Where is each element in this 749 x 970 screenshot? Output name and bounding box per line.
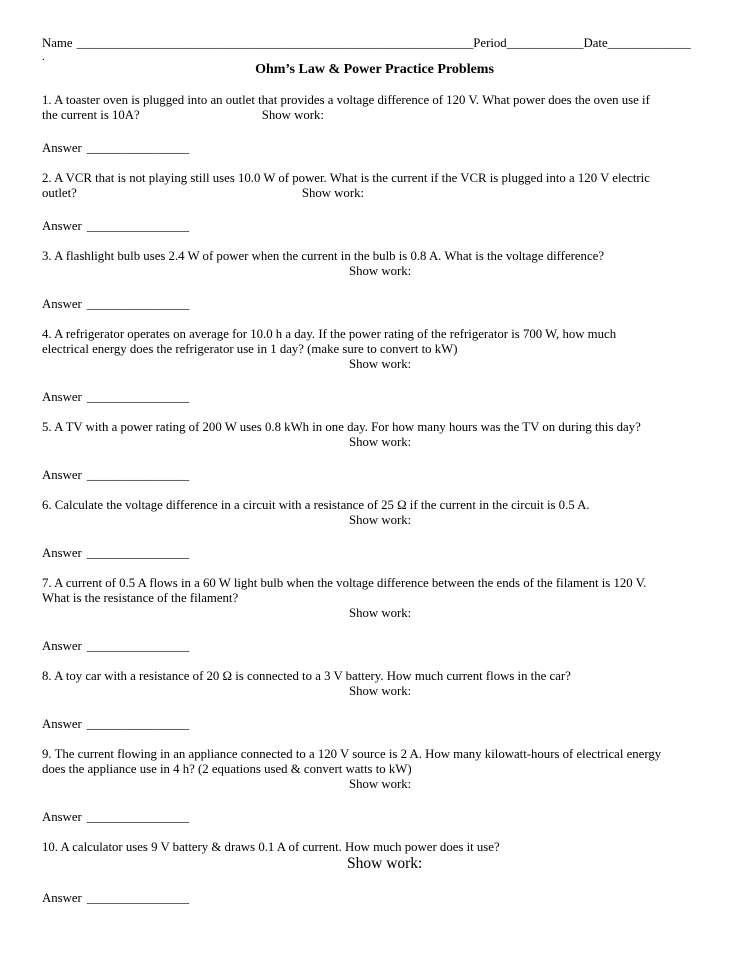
problem-8-answer-blank: ________________: [86, 717, 190, 731]
problem-9-text-line1: 9. The current flowing in an appliance connected to a 120 V source is 2 A. How many kilowatt-hours of electrical energy: [42, 747, 662, 761]
name-blank-line: ______________________________________________________________: [76, 36, 474, 50]
problem-2-answer-label: Answer: [42, 219, 82, 233]
problem-6-answer-label: Answer: [42, 546, 82, 560]
problem-7: [42, 576, 707, 654]
problem-5: [42, 420, 707, 483]
problem-9: [42, 747, 707, 825]
problem-8-show-work-label: Show work:: [349, 684, 412, 698]
problem-1-text-line2: the current is 10A?: [42, 108, 140, 122]
problem-4-answer-blank: ________________: [86, 390, 190, 404]
problem-1-text-line1: 1. A toaster oven is plugged into an outlet that provides a voltage difference of 120 V. What power does the oven use if: [42, 93, 650, 107]
problem-1-answer-blank: ________________: [86, 141, 190, 155]
period-blank-line: ____________: [506, 36, 584, 50]
date-label: Date: [583, 36, 608, 50]
problem-3-answer-label: Answer: [42, 297, 82, 311]
problem-10-text-line1: 10. A calculator uses 9 V battery & draws 0.1 A of current. How much power does it use?: [42, 840, 500, 854]
problem-2-text-line2: outlet?: [42, 186, 77, 200]
problem-4-text-line1: 4. A refrigerator operates on average for 10.0 h a day. If the power rating of the refrigerator is 700 W, how much: [42, 327, 617, 341]
problem-2: [42, 171, 707, 234]
problem-9-answer-blank: ________________: [86, 810, 190, 824]
problem-7-text-line1: 7. A current of 0.5 A flows in a 60 W light bulb when the voltage difference between the ends of the filament is 120 V.: [42, 576, 647, 590]
stray-dot: .: [42, 51, 45, 63]
problem-9-text-line2: does the appliance use in 4 h? (2 equations used & convert watts to kW): [42, 762, 412, 776]
problem-4: [42, 327, 707, 405]
period-label: Period: [473, 36, 507, 50]
problem-10-show-work-label: Show work:: [347, 855, 423, 872]
problem-6: [42, 498, 707, 561]
page-title: Ohm’s Law & Power Practice Problems: [255, 62, 494, 77]
problem-3: [42, 249, 707, 312]
problem-4-text-line2: electrical energy does the refrigerator use in 1 day? (make sure to convert to kW): [42, 342, 458, 356]
problem-10-answer-label: Answer: [42, 891, 82, 905]
problem-10: [42, 840, 707, 906]
problem-1-answer-label: Answer: [42, 141, 82, 155]
problem-4-show-work-label: Show work:: [349, 357, 412, 371]
problem-6-answer-blank: ________________: [86, 546, 190, 560]
header-line: [42, 36, 707, 51]
problem-3-show-work-label: Show work:: [349, 264, 412, 278]
problem-6-show-work-label: Show work:: [349, 513, 412, 527]
problem-2-text-line1: 2. A VCR that is not playing still uses 10.0 W of power. What is the current if the VCR is plugged into a 120 V electric: [42, 171, 650, 185]
problem-8: [42, 669, 707, 732]
problem-8-text-line1: 8. A toy car with a resistance of 20 Ω is connected to a 3 V battery. How much current flows in the car?: [42, 669, 571, 683]
problem-2-show-work-label: Show work:: [301, 186, 365, 200]
problem-7-answer-label: Answer: [42, 639, 82, 653]
problem-5-show-work-label: Show work:: [349, 435, 412, 449]
problem-3-text-line1: 3. A flashlight bulb uses 2.4 W of power when the current in the bulb is 0.8 A. What is the voltage difference?: [42, 249, 604, 263]
problem-8-answer-label: Answer: [42, 717, 82, 731]
date-blank-line: _____________: [607, 36, 691, 50]
problem-7-text-line2: What is the resistance of the filament?: [42, 591, 239, 605]
problem-2-answer-blank: ________________: [86, 219, 190, 233]
name-label: Name: [42, 36, 73, 50]
problem-6-text-line1: 6. Calculate the voltage difference in a circuit with a resistance of 25 Ω if the current in the circuit is 0.5 A.: [42, 498, 590, 512]
problem-9-answer-label: Answer: [42, 810, 82, 824]
problem-1: [42, 93, 707, 156]
problem-9-show-work-label: Show work:: [349, 777, 412, 791]
problem-1-show-work-label: Show work:: [261, 108, 324, 122]
problem-7-answer-blank: ________________: [86, 639, 190, 653]
problem-10-answer-blank: ________________: [86, 891, 190, 905]
problem-5-answer-blank: ________________: [86, 468, 190, 482]
problem-5-answer-label: Answer: [42, 468, 82, 482]
problem-3-answer-blank: ________________: [86, 297, 190, 311]
problem-7-show-work-label: Show work:: [349, 606, 412, 620]
problem-5-text-line1: 5. A TV with a power rating of 200 W uses 0.8 kWh in one day. For how many hours was the TV on during this day?: [42, 420, 641, 434]
problem-4-answer-label: Answer: [42, 390, 82, 404]
